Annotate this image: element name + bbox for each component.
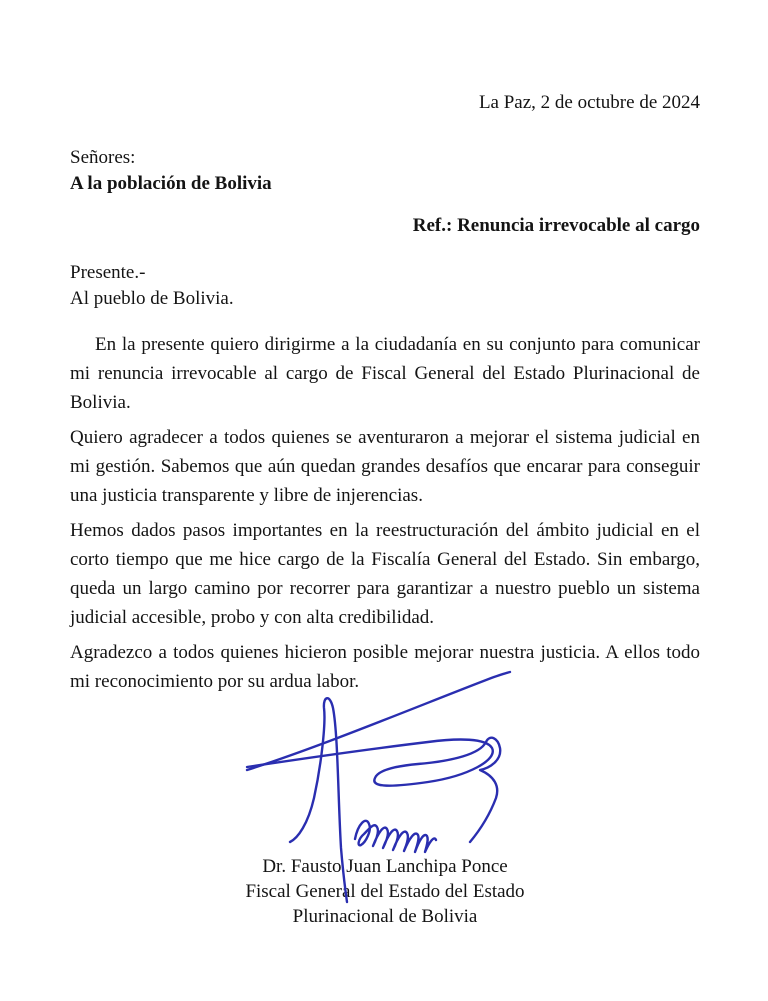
greeting-line: Al pueblo de Bolivia. (70, 288, 234, 309)
body-paragraph-3: Hemos dados pasos importantes en la reestructuración del ámbito judicial en el corto tiempo que me hice cargo de la Fiscalía General del Estado. Sin embargo, queda un largo camino por recorrer para garantizar a nuestro pueblo un sistema judicial accesible, probo y con alta credibilidad. (70, 520, 700, 628)
addressee-name: A la población de Bolivia (70, 173, 272, 194)
body-paragraph-2: Quiero agradecer a todos quienes se aventuraron a mejorar el sistema judicial en mi gestión. Sabemos que aún quedan grandes desafíos que encarar para conseguir una justicia transparente y libre de injerencias. (70, 427, 700, 506)
date-line: La Paz, 2 de octubre de 2024 (478, 92, 700, 113)
salutation-line: Señores: (70, 147, 136, 168)
letter-body (70, 330, 700, 696)
reference-line: Ref.: Renuncia irrevocable al cargo (412, 215, 700, 236)
signatory-title-line-1: Fiscal General del Estado del Estado (245, 881, 525, 902)
signatory-name: Dr. Fausto Juan Lanchipa Ponce (262, 856, 508, 877)
signatory-title-line-2: Plurinacional de Bolivia (292, 906, 478, 927)
body-paragraph-4: Agradezco a todos quienes hicieron posible mejorar nuestra justicia. A ellos todo mi reconocimiento por su ardua labor. (70, 642, 700, 692)
addressee-block (70, 145, 700, 197)
presente-line: Presente.- (70, 262, 146, 283)
signatory-block (70, 854, 700, 929)
presente-block (70, 260, 700, 312)
body-paragraph-1: En la presente quiero dirigirme a la ciudadanía en su conjunto para comunicar mi renuncia irrevocable al cargo de Fiscal General del Estado Plurinacional de Bolivia. (70, 334, 700, 413)
